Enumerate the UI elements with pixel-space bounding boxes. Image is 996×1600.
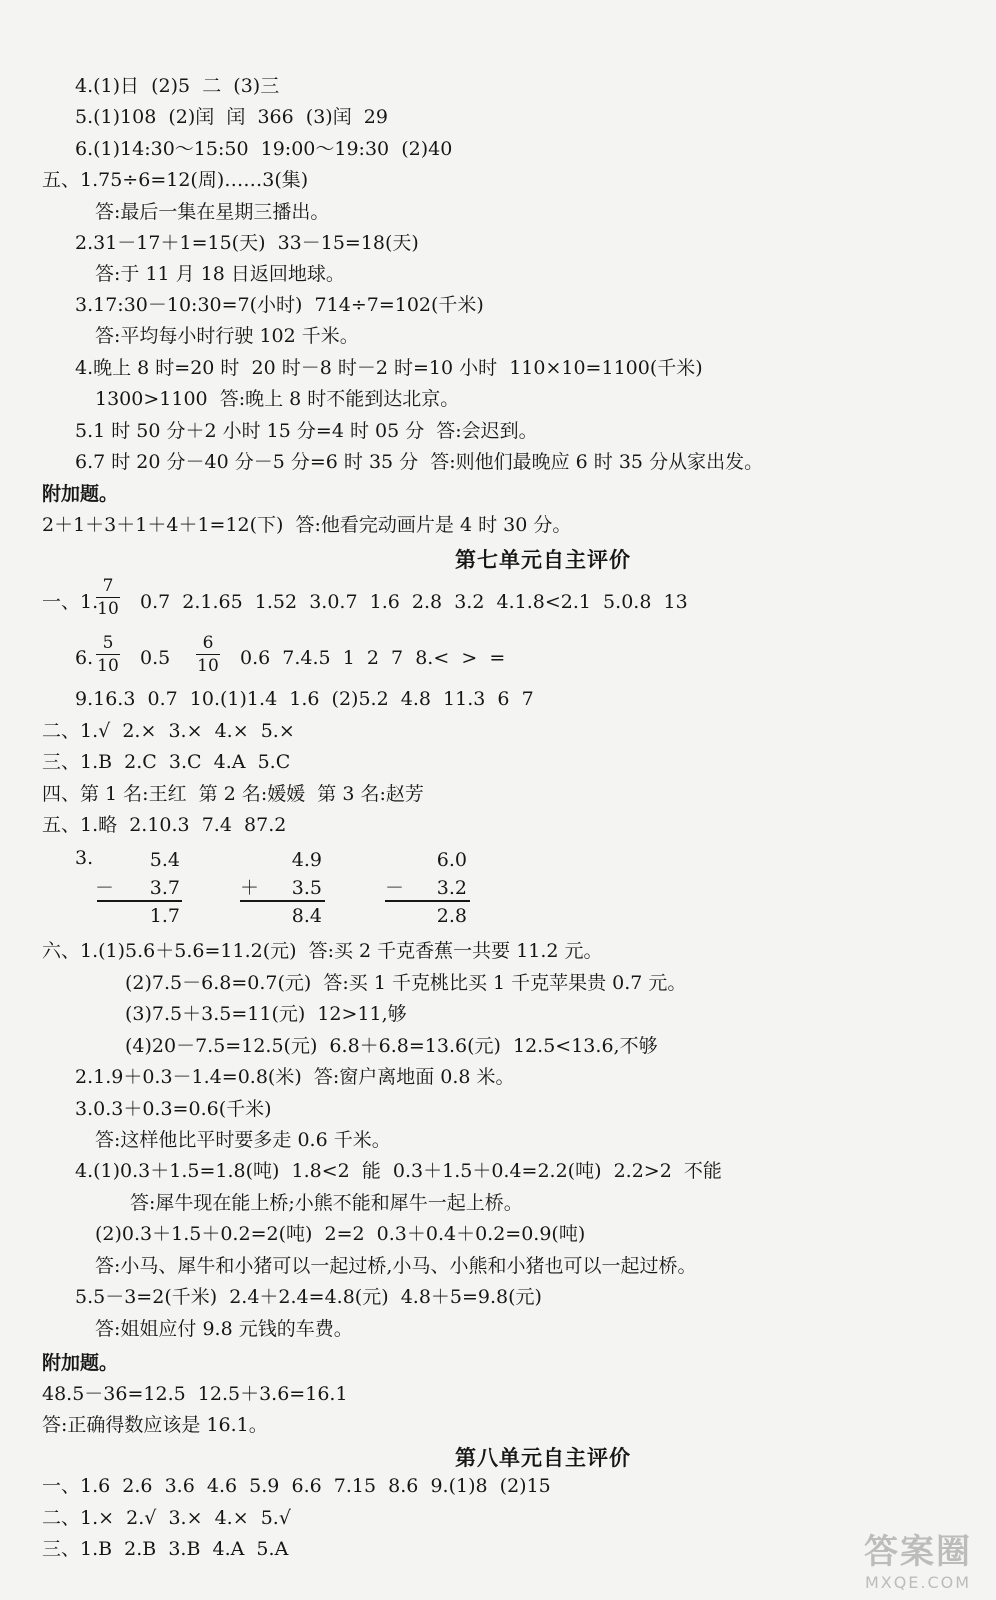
answer-line: 四、第 1 名:王红 第 2 名:媛媛 第 3 名:赵芳	[42, 783, 424, 805]
answer-line: 答:姐姐应付 9.8 元钱的车费。	[95, 1318, 353, 1340]
fraction-numerator: 5	[102, 633, 114, 653]
answer-line: 2.1.9＋0.3－1.4=0.8(米) 答:窗户离地面 0.8 米。	[75, 1066, 515, 1088]
operator: －	[385, 877, 405, 899]
answer-line: 三、1.B 2.C 3.C 4.A 5.C	[42, 751, 291, 773]
answer-line: 6.7 时 20 分－40 分－5 分=6 时 35 分 答:则他们最晚应 6 时 35 分从家出发。	[75, 451, 764, 473]
fraction-denominator: 10	[197, 656, 219, 676]
answer-line: 二、1.√ 2.× 3.× 4.× 5.×	[42, 720, 295, 742]
answer-line: 5.(1)108 (2)闰 闰 366 (3)闰 29	[75, 106, 388, 128]
answer-line: 3.17:30－10:30=7(小时) 714÷7=102(千米)	[75, 294, 484, 316]
answer-line: 5.1 时 50 分＋2 小时 15 分=4 时 05 分 答:会迟到。	[75, 420, 538, 442]
operand-top: 6.0	[436, 849, 467, 871]
answer-line: 6.(1)14:30～15:50 19:00～19:30 (2)40	[75, 138, 453, 160]
fraction-bar	[96, 654, 120, 655]
fraction	[196, 633, 220, 676]
operand-bottom: 3.2	[436, 877, 467, 899]
result: 8.4	[291, 905, 322, 927]
fraction	[96, 633, 120, 676]
operator: ＋	[240, 877, 260, 899]
operand-top: 4.9	[291, 849, 322, 871]
fraction-denominator: 10	[97, 656, 119, 676]
answer-line: 五、1.略 2.10.3 7.4 87.2	[42, 814, 287, 836]
unit-title: 第七单元自主评价	[455, 548, 631, 572]
result: 1.7	[149, 905, 180, 927]
answer-line: 答:最后一集在星期三播出。	[95, 201, 330, 223]
answer-line: (2)0.3＋1.5＋0.2=2(吨) 2=2 0.3＋0.4＋0.2=0.9(吨)	[95, 1223, 586, 1245]
answer-line: 6.	[75, 647, 94, 669]
sum-line	[385, 900, 470, 902]
sum-line	[240, 900, 325, 902]
answer-line: 答:正确得数应该是 16.1。	[42, 1414, 268, 1436]
operand-bottom: 3.5	[291, 877, 322, 899]
answer-line: 4.(1)0.3＋1.5=1.8(吨) 1.8<2 能 0.3＋1.5＋0.4=2.2(吨) 2.2>2 不能	[75, 1160, 722, 1182]
operand-top: 5.4	[149, 849, 180, 871]
answer-line: 答:平均每小时行驶 102 千米。	[95, 325, 359, 347]
answer-line: 2＋1＋3＋1＋4＋1=12(下) 答:他看完动画片是 4 时 30 分。	[42, 514, 572, 536]
answer-line: 4.晚上 8 时=20 时 20 时－8 时－2 时=10 小时 110×10=1100(千米)	[75, 357, 703, 379]
unit-title: 第八单元自主评价	[455, 1446, 631, 1470]
result: 2.8	[436, 905, 467, 927]
section-heading: 附加题。	[42, 1352, 119, 1374]
fraction	[96, 576, 120, 619]
answer-line: 2.31－17＋1=15(天) 33－15=18(天)	[75, 232, 419, 254]
answer-line: 一、1.	[42, 591, 99, 613]
answer-line: 二、1.× 2.√ 3.× 4.× 5.√	[42, 1507, 291, 1529]
answer-line: 5.5－3=2(千米) 2.4＋2.4=4.8(元) 4.8＋5=9.8(元)	[75, 1286, 542, 1308]
watermark-url: MXQE.COM	[864, 1573, 972, 1592]
answer-line: 1300>1100 答:晚上 8 时不能到达北京。	[95, 388, 460, 410]
watermark-text: 答案圈	[864, 1532, 972, 1572]
answer-line: 六、1.(1)5.6＋5.6=11.2(元) 答:买 2 千克香蕉一共要 11.2 元。	[42, 940, 603, 962]
answer-line: 答:犀牛现在能上桥;小熊不能和犀牛一起上桥。	[130, 1192, 523, 1214]
answer-line: 9.16.3 0.7 10.(1)1.4 1.6 (2)5.2 4.8 11.3 6 7	[75, 688, 534, 710]
fraction-bar	[196, 654, 220, 655]
sum-line	[97, 900, 182, 902]
answer-line: 48.5－36=12.5 12.5＋3.6=16.1	[42, 1383, 348, 1405]
watermark-logo	[848, 1524, 988, 1594]
operator: －	[95, 877, 115, 899]
answer-line: 0.6 7.4.5 1 2 7 8.< > =	[240, 647, 506, 669]
answer-line: 三、1.B 2.B 3.B 4.A 5.A	[42, 1538, 289, 1560]
section-heading: 附加题。	[42, 483, 119, 505]
answer-line: 3.0.3＋0.3=0.6(千米)	[75, 1098, 272, 1120]
answer-line: (4)20－7.5=12.5(元) 6.8＋6.8=13.6(元) 12.5<13.6,不够	[125, 1035, 658, 1057]
operand-bottom: 3.7	[149, 877, 180, 899]
fraction-numerator: 7	[102, 576, 114, 596]
answer-line: (2)7.5－6.8=0.7(元) 答:买 1 千克桃比买 1 千克苹果贵 0.7 元。	[125, 972, 687, 994]
answer-line: 答:小马、犀牛和小猪可以一起过桥,小马、小熊和小猪也可以一起过桥。	[95, 1255, 697, 1277]
answer-line: 答:于 11 月 18 日返回地球。	[95, 263, 345, 285]
answer-line: 答:这样他比平时要多走 0.6 千米。	[95, 1129, 391, 1151]
answer-line: (3)7.5＋3.5=11(元) 12>11,够	[125, 1003, 407, 1025]
answer-line: 0.7 2.1.65 1.52 3.0.7 1.6 2.8 3.2 4.1.8<2.1 5.0.8 13	[140, 591, 688, 613]
answer-line: 一、1.6 2.6 3.6 4.6 5.9 6.6 7.15 8.6 9.(1)8 (2)15	[42, 1475, 551, 1497]
fraction-bar	[96, 597, 120, 598]
fraction-denominator: 10	[97, 599, 119, 619]
fraction-numerator: 6	[202, 633, 214, 653]
answer-line: 0.5	[140, 647, 171, 669]
answer-line: 3.	[75, 847, 94, 869]
answer-line: 五、1.75÷6=12(周)……3(集)	[42, 169, 309, 191]
answer-line: 4.(1)日 (2)5 二 (3)三	[75, 75, 280, 97]
